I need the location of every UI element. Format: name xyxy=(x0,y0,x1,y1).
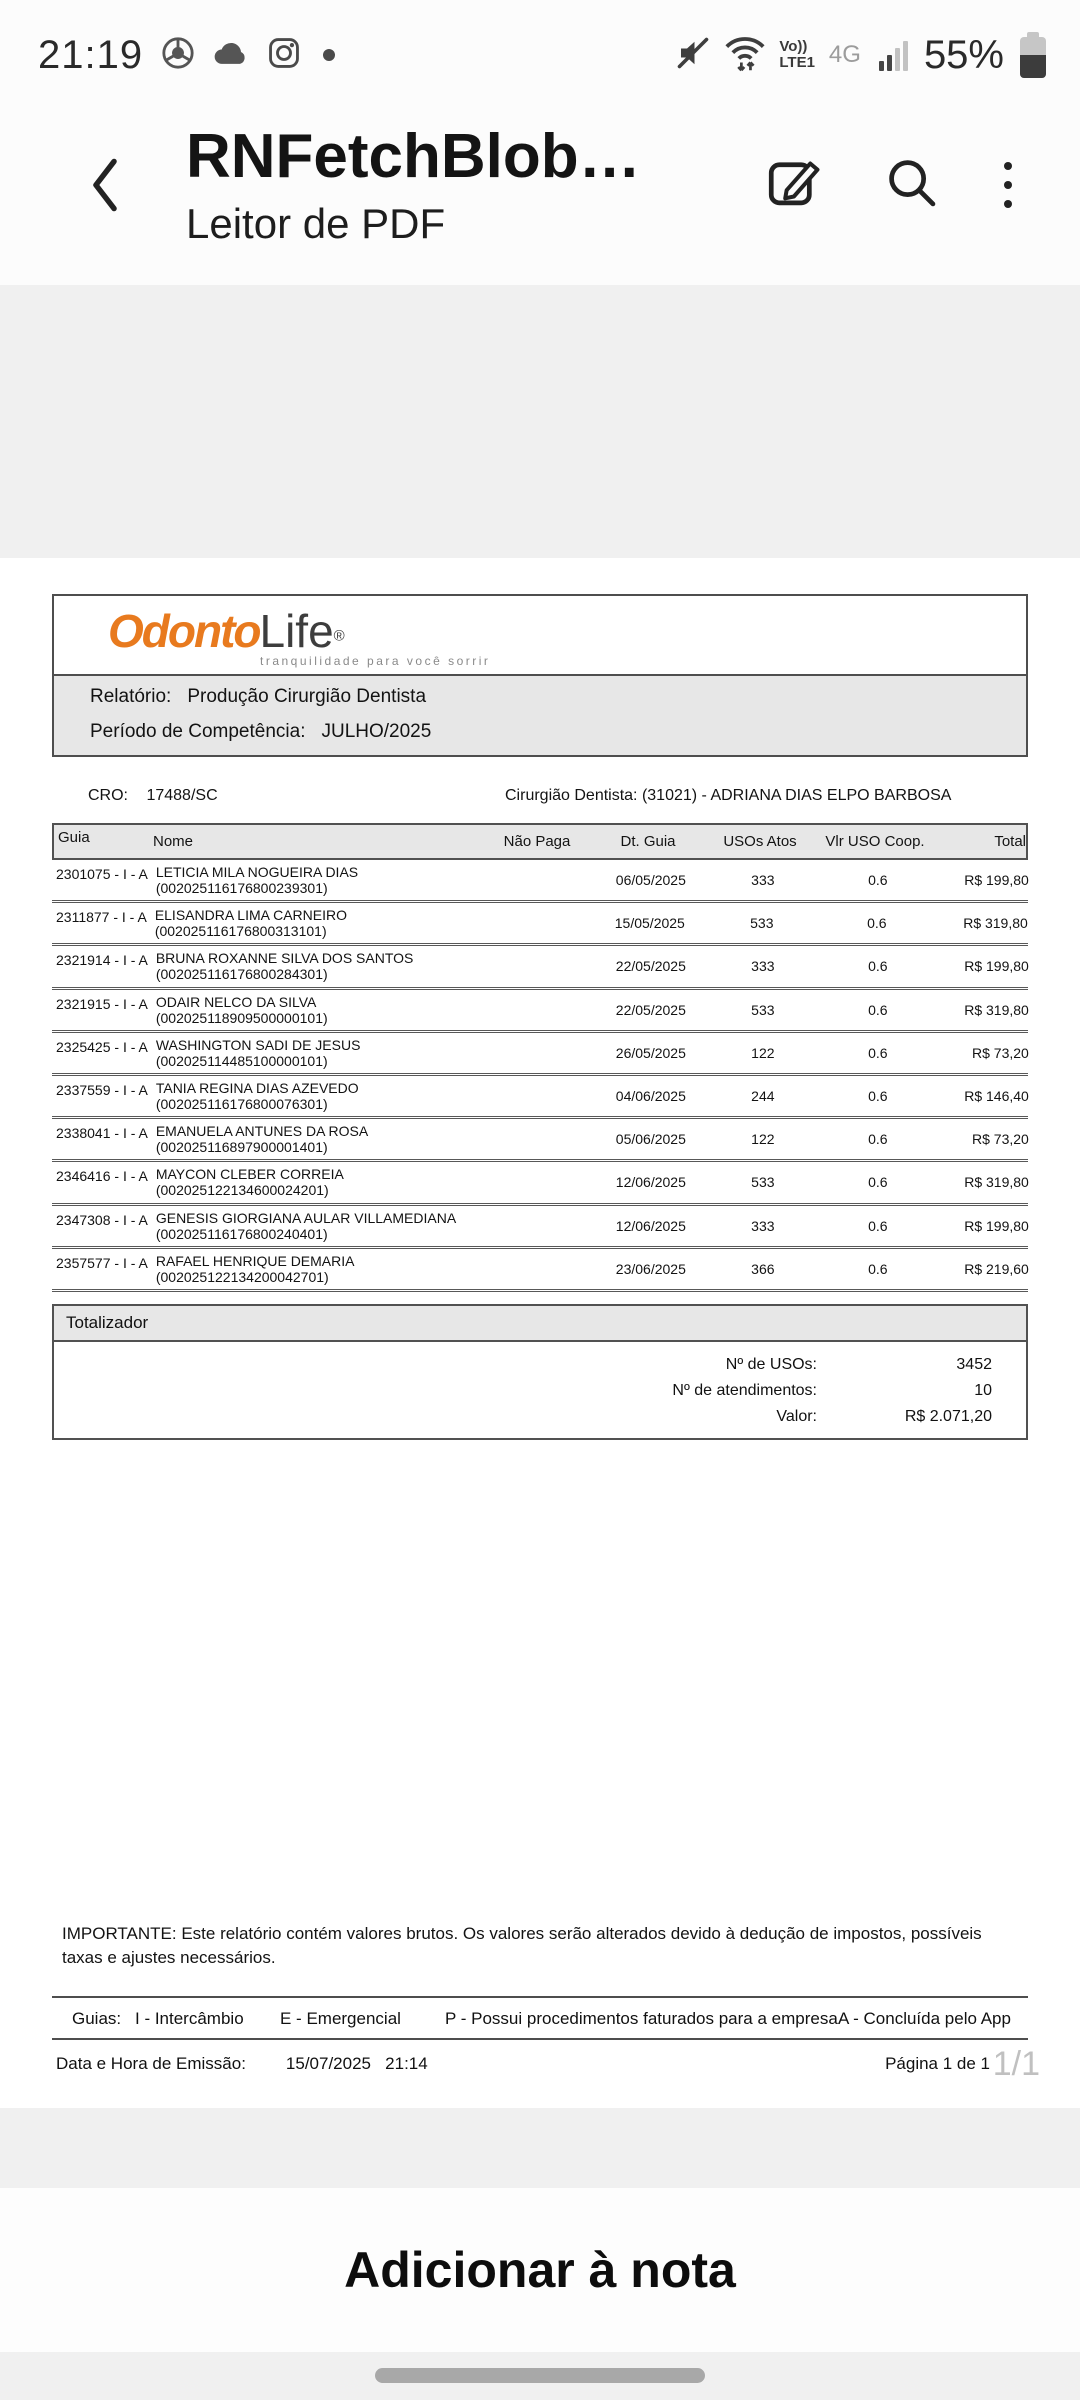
report-value: Produção Cirurgião Dentista xyxy=(187,686,427,707)
cell-dt: 23/06/2025 xyxy=(615,1260,686,1277)
cell-usos: 333 xyxy=(751,958,775,975)
cell-total: R$ 199,80 xyxy=(964,872,1029,889)
legend-item: P - Possui procedimentos faturados para a empresa xyxy=(445,2009,838,2028)
edit-button[interactable] xyxy=(764,153,822,216)
emission-value: 15/07/2025 21:14 xyxy=(285,2054,428,2073)
cell-vlr: 0.6 xyxy=(868,1131,888,1148)
cell-nome: MAYCON CLEBER CORREIA (002025122134600024201) xyxy=(155,1166,344,1199)
cell-nome: RAFAEL HENRIQUE DEMARIA (002025122134200042701) xyxy=(155,1252,354,1285)
table-row xyxy=(52,1162,1028,1205)
cell-usos: 533 xyxy=(750,915,774,932)
page-footer xyxy=(0,1922,1080,2074)
cell-nao_paga xyxy=(485,964,595,968)
report-header-box xyxy=(52,594,1028,757)
important-note: IMPORTANTE: Este relatório contém valores brutos. Os valores serão alterados devido à dedução de impostos, possíveis taxas e ajustes necessários. xyxy=(62,1924,982,1968)
table-row xyxy=(52,860,1028,903)
mute-icon xyxy=(675,35,711,76)
legend-item: A - Concluída pelo App xyxy=(838,2009,1011,2028)
cell-usos: 333 xyxy=(751,872,775,889)
chrome-icon xyxy=(161,36,195,75)
cell-usos: 366 xyxy=(751,1260,775,1277)
totalizador-body xyxy=(52,1342,1028,1440)
col-guia: Guia xyxy=(58,829,90,846)
logo-odonto: Odonto xyxy=(108,605,260,657)
totalizador-row xyxy=(66,1356,992,1374)
cell-total: R$ 199,80 xyxy=(964,958,1029,975)
cell-guia: 2338041 - I - A xyxy=(56,1125,148,1142)
cell-nao_paga xyxy=(485,878,595,882)
wifi-arrows-icon xyxy=(723,33,767,78)
report-label: Relatório: xyxy=(90,686,172,707)
cell-dt: 12/06/2025 xyxy=(615,1217,686,1234)
table-row xyxy=(52,1119,1028,1162)
cell-nome: LETICIA MILA NOGUEIRA DIAS (002025116176800239301) xyxy=(155,864,359,897)
battery-percent: 55% xyxy=(923,32,1004,77)
col-nao-paga: Não Paga xyxy=(503,833,571,850)
emission-row xyxy=(0,2040,1080,2074)
cell-guia: 2357577 - I - A xyxy=(56,1254,148,1271)
period-value: JULHO/2025 xyxy=(321,721,432,742)
cell-vlr: 0.6 xyxy=(868,1001,888,1018)
cell-nao_paga xyxy=(485,1008,595,1012)
table-header xyxy=(52,823,1028,860)
cell-nao_paga xyxy=(485,1180,595,1184)
chevron-left-icon xyxy=(86,156,124,214)
report-info xyxy=(54,674,1026,755)
search-icon xyxy=(884,155,938,209)
cro-value: 17488/SC xyxy=(146,787,218,804)
signal-icon xyxy=(879,39,908,71)
cell-nome: TANIA REGINA DIAS AZEVEDO (002025116176800076301) xyxy=(155,1079,359,1113)
cell-guia: 2346416 - I - A xyxy=(56,1168,148,1185)
cell-total: R$ 146,40 xyxy=(964,1087,1029,1104)
instagram-icon xyxy=(267,36,301,75)
dentist-row xyxy=(52,787,1028,813)
notification-dot xyxy=(323,49,335,61)
totalizador-row xyxy=(66,1382,992,1400)
cloud-icon xyxy=(211,39,251,72)
table-row xyxy=(52,1033,1028,1076)
cell-total: R$ 319,80 xyxy=(963,915,1028,932)
cell-usos: 333 xyxy=(751,1217,775,1234)
cell-guia: 2347308 - I - A xyxy=(56,1211,148,1228)
add-to-note-button[interactable]: Adicionar à nota xyxy=(344,2242,736,2298)
cell-vlr: 0.6 xyxy=(868,1217,888,1234)
total-label: Valor: xyxy=(776,1407,817,1425)
cell-nome: GENESIS GIORGIANA AULAR VILLAMEDIANA (002025116176800240401) xyxy=(155,1209,456,1242)
table-row xyxy=(52,990,1028,1033)
totalizador-title: Totalizador xyxy=(52,1304,1028,1342)
cell-nao_paga xyxy=(485,1224,595,1228)
cell-vlr: 0.6 xyxy=(868,1044,888,1061)
legend-item: E - Emergencial xyxy=(280,2009,401,2028)
4g-indicator: 4G xyxy=(828,41,861,68)
cell-usos: 244 xyxy=(751,1087,775,1104)
cell-total: R$ 73,20 xyxy=(972,1131,1029,1148)
total-value: 10 xyxy=(974,1381,992,1399)
volte-indicator: Vo)) LTE1 xyxy=(779,38,815,71)
col-total: Total xyxy=(994,833,1026,850)
total-label: Nº de USOs: xyxy=(725,1355,817,1373)
emission-label: Data e Hora de Emissão: xyxy=(56,2054,246,2073)
col-vlr-uso-coop: Vlr USO Coop. xyxy=(825,833,925,850)
status-bar xyxy=(0,0,1080,100)
dentist-label: Cirurgião Dentista: xyxy=(505,787,638,804)
cell-dt: 26/05/2025 xyxy=(615,1044,686,1061)
logo-registered-mark: ® xyxy=(333,627,345,645)
col-usos-atos: USOs Atos xyxy=(723,833,797,850)
total-value: 3452 xyxy=(956,1355,992,1373)
cell-total: R$ 319,80 xyxy=(964,1001,1029,1018)
cell-nome: BRUNA ROXANNE SILVA DOS SANTOS (002025116176800284301) xyxy=(155,950,414,983)
cell-total: R$ 199,80 xyxy=(964,1217,1029,1234)
cell-total: R$ 219,60 xyxy=(964,1260,1029,1277)
logo-life: Life xyxy=(259,605,334,657)
cell-usos: 122 xyxy=(751,1131,775,1148)
search-button[interactable] xyxy=(884,155,938,214)
cell-guia: 2311877 - I - A xyxy=(56,909,147,926)
table-body xyxy=(52,860,1028,1292)
page-title: RNFetchBlob… xyxy=(186,122,641,191)
period-label: Período de Competência: xyxy=(90,721,306,742)
legend-label: Guias: xyxy=(72,2009,122,2028)
cell-usos: 533 xyxy=(751,1174,775,1191)
logo-tagline: tranquilidade para você sorrir xyxy=(260,654,491,668)
gesture-handle[interactable] xyxy=(375,2368,705,2383)
cell-dt: 12/06/2025 xyxy=(615,1174,686,1191)
cell-guia: 2321914 - I - A xyxy=(56,952,148,969)
navigation-bar xyxy=(0,2352,1080,2400)
table-row xyxy=(52,1249,1028,1292)
cro-label: CRO: xyxy=(88,787,128,804)
app-header xyxy=(0,100,1080,285)
col-dt-guia: Dt. Guia xyxy=(620,833,676,850)
cell-usos: 533 xyxy=(751,1001,775,1018)
totalizador-row xyxy=(66,1408,992,1426)
cell-guia: 2325425 - I - A xyxy=(56,1038,148,1055)
cell-usos: 122 xyxy=(751,1044,775,1061)
cell-nome: ELISANDRA LIMA CARNEIRO (002025116176800313101) xyxy=(154,907,347,940)
cell-vlr: 0.6 xyxy=(868,1174,888,1191)
cell-nome: EMANUELA ANTUNES DA ROSA (002025116897900001401) xyxy=(155,1123,368,1156)
cell-vlr: 0.6 xyxy=(868,1087,888,1104)
pdf-viewport[interactable] xyxy=(0,285,1080,2188)
cell-nome: ODAIR NELCO DA SILVA (002025118909500000101) xyxy=(155,993,328,1026)
pdf-page xyxy=(0,558,1080,2108)
col-nome: Nome xyxy=(153,833,194,850)
cell-dt: 04/06/2025 xyxy=(615,1087,686,1104)
dentist-value: (31021) - ADRIANA DIAS ELPO BARBOSA xyxy=(641,787,952,804)
logo xyxy=(54,596,1026,674)
cell-dt: 22/05/2025 xyxy=(615,1001,686,1018)
table-row xyxy=(52,1076,1028,1119)
cell-guia: 2321915 - I - A xyxy=(56,995,148,1012)
battery-icon xyxy=(1020,32,1046,78)
cell-nao_paga xyxy=(485,1267,595,1271)
cell-vlr: 0.6 xyxy=(868,872,888,889)
back-button[interactable] xyxy=(86,156,130,214)
bottom-sheet xyxy=(0,2188,1080,2352)
cell-nao_paga xyxy=(485,1051,595,1055)
cell-guia: 2337559 - I - A xyxy=(56,1081,148,1098)
cell-nao_paga xyxy=(485,1094,595,1098)
table-row xyxy=(52,1206,1028,1249)
cell-total: R$ 319,80 xyxy=(964,1174,1029,1191)
clock: 21:19 xyxy=(38,32,144,77)
total-label: Nº de atendimentos: xyxy=(672,1381,817,1399)
page-label: Página 1 de 1 xyxy=(885,2054,990,2073)
cell-dt: 06/05/2025 xyxy=(615,872,686,889)
table-row xyxy=(52,903,1028,946)
cell-vlr: 0.6 xyxy=(868,1260,888,1277)
page-indicator: 1/1 xyxy=(992,2045,1040,2083)
guias-legend xyxy=(52,1996,1028,2040)
overflow-menu-button[interactable] xyxy=(1000,158,1016,212)
total-value: R$ 2.071,20 xyxy=(904,1407,992,1425)
cell-dt: 15/05/2025 xyxy=(614,915,685,932)
production-table xyxy=(52,823,1028,1292)
edit-icon xyxy=(764,153,822,211)
cell-total: R$ 73,20 xyxy=(972,1044,1029,1061)
table-row xyxy=(52,946,1028,989)
totalizador-box xyxy=(52,1304,1028,1440)
legend-item: I - Intercâmbio xyxy=(135,2009,244,2028)
cell-nome: WASHINGTON SADI DE JESUS (002025114485100000101) xyxy=(155,1036,361,1069)
cell-vlr: 0.6 xyxy=(868,958,888,975)
page-subtitle: Leitor de PDF xyxy=(186,200,446,247)
cell-nao_paga xyxy=(485,1137,595,1141)
cell-guia: 2301075 - I - A xyxy=(56,866,148,882)
cell-nao_paga xyxy=(484,921,594,925)
cell-dt: 05/06/2025 xyxy=(615,1131,686,1148)
cell-dt: 22/05/2025 xyxy=(615,958,686,975)
cell-vlr: 0.6 xyxy=(867,915,887,932)
